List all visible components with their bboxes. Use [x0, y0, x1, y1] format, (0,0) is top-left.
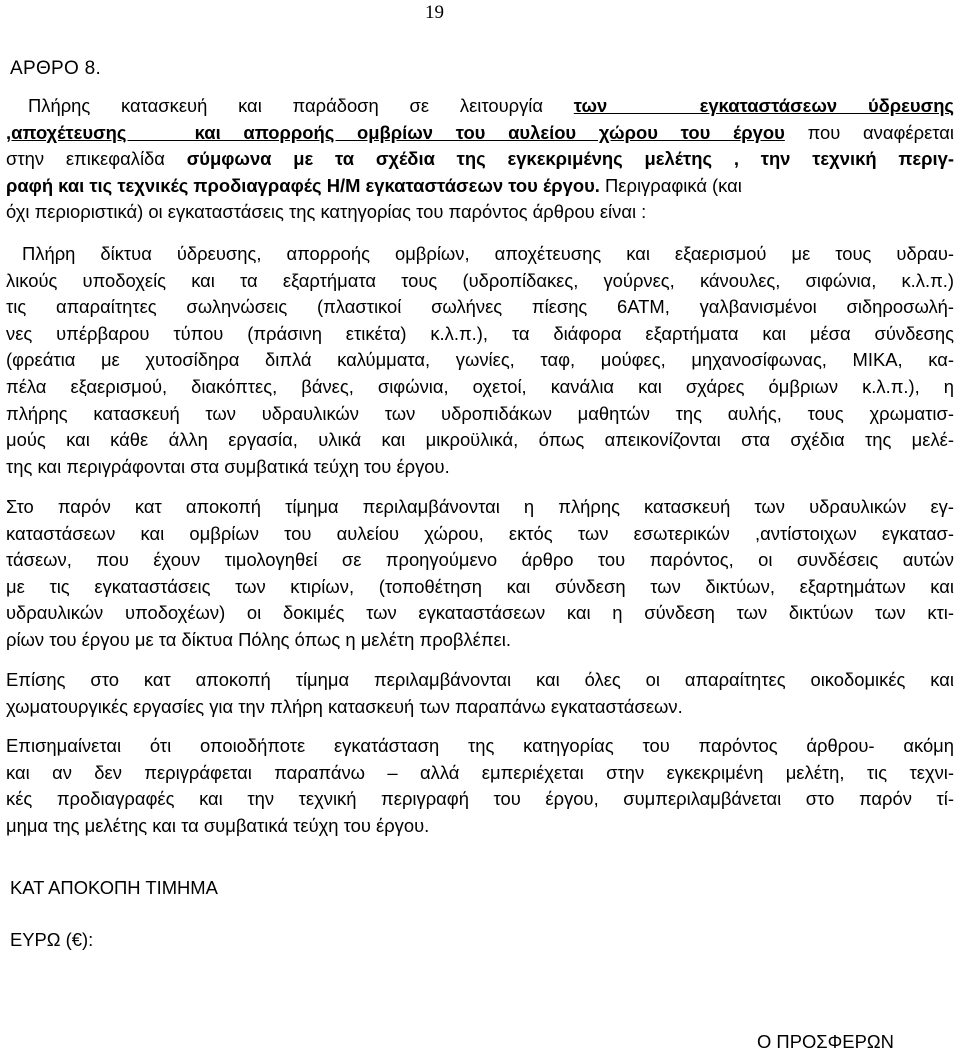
details-line: νες υπέρβαρου τύπου (πράσινη ετικέτα) κ.λ.π.), τα διάφορα εξαρτήματα και μέσα σύνδεσης [6, 322, 954, 344]
lump-sum-line: με τις εγκαταστάσεις των κτιρίων, (τοποθέτηση και σύνδεση των δικτύων, εξαρτημάτων και [6, 575, 954, 597]
note-line: μημα της μελέτης και τα συμβατικά τεύχη του έργου. [6, 814, 430, 836]
lump-sum-paragraph [6, 494, 954, 654]
bidder-label: Ο ΠΡΟΣΦΕΡΩΝ [757, 1031, 894, 1052]
note-paragraph [6, 733, 954, 839]
intro-text: στην επικεφαλίδα [6, 148, 187, 170]
intro-line-2 [6, 120, 954, 147]
lump-sum-line: Στο παρόν κατ αποκοπή τίμημα περιλαμβάνονται η πλήρης κατασκευή των υδραυλικών εγ- [6, 496, 954, 517]
details-line: λικούς υποδοχείς και τα εξαρτήματα τους (υδροπίδακες, γούρνες, κάνουλες, σιφώνια, κ.λ.π.) [6, 269, 954, 291]
details-line: (φρεάτια με χυτοσίδηρα διπλά καλύμματα, γωνίες, ταφ, μούφες, μηχανοσίφωνας, ΜΙΚΑ, κα- [6, 349, 954, 371]
details-line: Πλήρη δίκτυα ύδρευσης, απορροής ομβρίων, αποχέτευσης και εξαερισμού με τους υδραυ- [22, 243, 954, 264]
intro-paragraph [6, 93, 954, 226]
installations-emphasis: των εγκαταστάσεων ύδρευσης [573, 95, 954, 116]
article-title: ΑΡΘΡΟ 8. [10, 58, 102, 79]
euro-label: ΕΥΡΩ (€): [10, 929, 94, 950]
drainage-emphasis: ,αποχέτευσης και απορροής ομβρίων του αυλείου χώρου του έργου [6, 121, 785, 143]
lump-sum-line: ρίων του έργου με τα δίκτυα Πόλης όπως η μελέτη προβλέπει. [6, 628, 511, 650]
details-line: της και περιγράφονται στα συμβατικά τεύχη του έργου. [6, 455, 450, 477]
intro-text: Πλήρης κατασκευή και παράδοση σε λειτουργία [28, 95, 574, 116]
note-line: και αν δεν περιγράφεται παραπάνω – αλλά εμπεριέχεται στην εγκεκριμένη μελέτη, τις τεχνι- [6, 761, 954, 783]
intro-line-4 [6, 173, 954, 200]
lump-sum-line: καταστάσεων και ομβρίων του αυλείου χώρου, εκτός των εσωτερικών ,αντίστοιχων εγκατασ- [6, 522, 954, 544]
specifications-emphasis: ραφή και τις τεχνικές προδιαγραφές Η/Μ εγκαταστάσεων του έργου. [6, 174, 600, 196]
also-paragraph [6, 667, 954, 720]
approved-study-emphasis: σύμφωνα με τα σχέδια της εγκεκριμένης μελέτης , την τεχνική περιγ- [186, 148, 954, 170]
intro-line-3 [6, 146, 954, 173]
details-line: πλήρης κατασκευή των υδραυλικών των υδροπιδάκων μαθητών της αυλής, τους χρωματισ- [6, 402, 954, 424]
intro-line-1 [6, 93, 954, 120]
lump-sum-line: τάσεων, που έχουν τιμολογηθεί σε προηγούμενο άρθρο του παρόντος, οι συνδέσεις αυτών [6, 549, 954, 571]
intro-text: Περιγραφικά (και [599, 174, 742, 196]
intro-text: που αναφέρεται [784, 121, 954, 143]
note-line: κές προδιαγραφές και την τεχνική περιγραφή του έργου, συμπεριλαμβάνεται στο παρόν τί- [6, 788, 954, 810]
also-line: Επίσης στο κατ αποκοπή τίμημα περιλαμβάνονται και όλες οι απαραίτητες οικοδομικές και [6, 669, 954, 690]
details-paragraph [6, 241, 954, 480]
also-line: χωματουργικές εργασίες για την πλήρη κατασκευή των παραπάνω εγκαταστάσεων. [6, 695, 683, 717]
details-line: πέλα εξαερισμού, διακόπτες, βάνες, σιφώνια, οχετοί, κανάλια και σχάρες όμβριων κ.λ.π.), η [6, 375, 954, 397]
details-line: τις απαραίτητες σωληνώσεις (πλαστικοί σωλήνες πίεσης 6ΑΤΜ, γαλβανισμένοι σιδηροσωλή- [6, 296, 954, 318]
lump-sum-line: υδραυλικών υποδοχέων) οι δοκιμές των εγκαταστάσεων και η σύνδεση των δικτύων των κτι- [6, 602, 954, 624]
note-line: Επισημαίνεται ότι οποιοδήποτε εγκατάσταση της κατηγορίας του παρόντος άρθρου- ακόμη [6, 735, 954, 756]
page-number: 19 [425, 2, 444, 23]
intro-line-5: όχι περιοριστικά) οι εγκαταστάσεις της κατηγορίας του παρόντος άρθρου είναι : [6, 201, 647, 223]
details-line: μούς και κάθε άλλη εργασία, υλικά και μικροϋλικά, όπως απεικονίζονται στα σχέδια της μελέ- [6, 429, 954, 451]
lump-sum-label: ΚΑΤ ΑΠΟΚΟΠΗ ΤΙΜΗΜΑ [10, 877, 218, 898]
